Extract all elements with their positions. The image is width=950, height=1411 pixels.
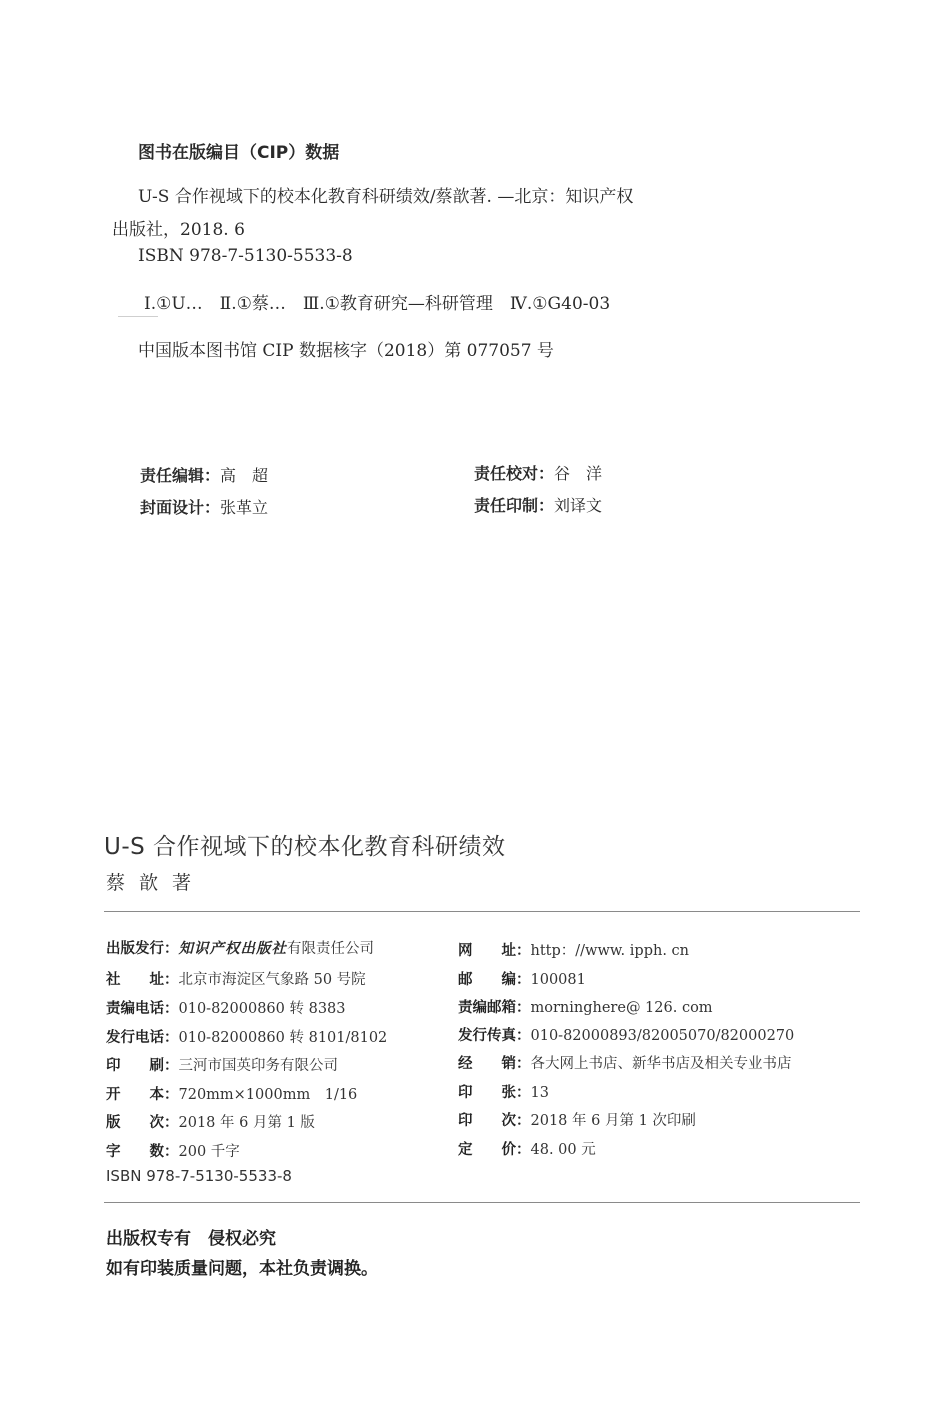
responsible-editor-label: 责任编辑： xyxy=(140,466,221,485)
responsible-proofreader xyxy=(474,461,602,484)
sheets-row xyxy=(458,1081,549,1102)
printer-row xyxy=(106,1054,338,1075)
publisher-suffix: 有限责任公司 xyxy=(287,941,374,957)
postcode-row xyxy=(458,968,586,989)
cip-heading: 图书在版编目（CIP）数据 xyxy=(138,143,340,163)
divider-top xyxy=(104,911,860,912)
cover-designer-label: 封面设计： xyxy=(140,498,221,517)
postcode-value: 100081 xyxy=(530,972,586,988)
address-label: 社 址： xyxy=(106,972,179,988)
edition-row xyxy=(106,1111,315,1132)
cover-designer xyxy=(140,495,268,518)
cover-designer-value: 张革立 xyxy=(220,498,269,517)
distribution-phone-label: 发行电话： xyxy=(106,1030,179,1046)
quality-notice: 如有印装质量问题，本社负责调换。 xyxy=(106,1259,378,1279)
address-value: 北京市海淀区气象路 50 号院 xyxy=(178,972,366,988)
website-row xyxy=(458,939,689,960)
distribution-fax-label: 发行传真： xyxy=(458,1028,531,1044)
cip-line-publisher: 出版社，2018. 6 xyxy=(112,220,245,240)
printer-label: 印 刷： xyxy=(106,1058,179,1074)
impression-value: 2018 年 6 月第 1 次印刷 xyxy=(530,1113,696,1129)
sheets-value: 13 xyxy=(530,1085,549,1101)
editor-email-row xyxy=(458,996,713,1017)
publisher-label: 出版发行： xyxy=(106,941,179,957)
distribution-phone-row xyxy=(106,1026,387,1047)
price-row xyxy=(458,1138,596,1159)
publisher-brand-logo: 知识产权出版社 xyxy=(178,940,287,957)
format-label: 开 本： xyxy=(106,1087,179,1103)
book-title: U-S 合作视域下的校本化教育科研绩效 xyxy=(104,834,506,860)
responsible-proofreader-value: 谷 洋 xyxy=(554,464,603,483)
impression-row xyxy=(458,1109,696,1130)
editor-email-value: morninghere@ 126. com xyxy=(530,1000,713,1016)
isbn-bottom: ISBN 978-7-5130-5533-8 xyxy=(106,1167,292,1185)
distribution-fax-row xyxy=(458,1024,794,1045)
copyright-notice: 出版权专有 侵权必究 xyxy=(106,1229,276,1249)
word-count-label: 字 数： xyxy=(106,1144,179,1160)
responsible-printing-label: 责任印制： xyxy=(474,496,555,515)
responsible-proofreader-label: 责任校对： xyxy=(474,464,555,483)
price-value: 48. 00 元 xyxy=(530,1142,596,1158)
distribution-phone-value: 010-82000860 转 8101/8102 xyxy=(178,1030,388,1046)
format-value: 720mm×1000mm 1/16 xyxy=(178,1087,358,1103)
edition-label: 版 次： xyxy=(106,1115,179,1131)
editor-phone-label: 责编电话： xyxy=(106,1001,179,1017)
responsible-editor xyxy=(140,463,268,486)
divider-bottom xyxy=(104,1202,860,1203)
distribution-fax-value: 010-82000893/82005070/82000270 xyxy=(530,1028,795,1044)
responsible-printing-value: 刘译文 xyxy=(554,496,603,515)
address-row xyxy=(106,968,366,989)
responsible-printing xyxy=(474,493,602,516)
sales-label: 经 销： xyxy=(458,1056,531,1072)
responsible-editor-value: 高 超 xyxy=(220,466,269,485)
book-author: 蔡歆著 xyxy=(106,872,206,894)
editor-phone-row xyxy=(106,997,346,1018)
cip-line-classification: Ⅰ.①U… Ⅱ.①蔡… Ⅲ.①教育研究—科研管理 Ⅳ.①G40-03 xyxy=(144,294,611,314)
postcode-label: 邮 编： xyxy=(458,972,531,988)
publisher-row xyxy=(106,937,374,958)
cip-line-isbn: ISBN 978-7-5130-5533-8 xyxy=(138,246,353,266)
editor-email-label: 责编邮箱： xyxy=(458,1000,531,1016)
word-count-value: 200 千字 xyxy=(178,1144,240,1160)
price-label: 定 价： xyxy=(458,1142,531,1158)
faint-mark xyxy=(118,316,158,317)
cip-line-record-number: 中国版本图书馆 CIP 数据核字（2018）第 077057 号 xyxy=(138,341,554,361)
sales-row xyxy=(458,1052,792,1073)
sheets-label: 印 张： xyxy=(458,1085,531,1101)
editor-phone-value: 010-82000860 转 8383 xyxy=(178,1001,346,1017)
sales-value: 各大网上书店、新华书店及相关专业书店 xyxy=(530,1056,792,1072)
edition-value: 2018 年 6 月第 1 版 xyxy=(178,1115,315,1131)
website-value: http：//www. ipph. cn xyxy=(530,943,689,959)
website-label: 网 址： xyxy=(458,943,531,959)
impression-label: 印 次： xyxy=(458,1113,531,1129)
word-count-row xyxy=(106,1140,240,1161)
cip-line-title: U-S 合作视域下的校本化教育科研绩效/蔡歆著. —北京：知识产权 xyxy=(138,187,634,207)
format-row xyxy=(106,1083,357,1104)
printer-value: 三河市国英印务有限公司 xyxy=(178,1058,338,1074)
